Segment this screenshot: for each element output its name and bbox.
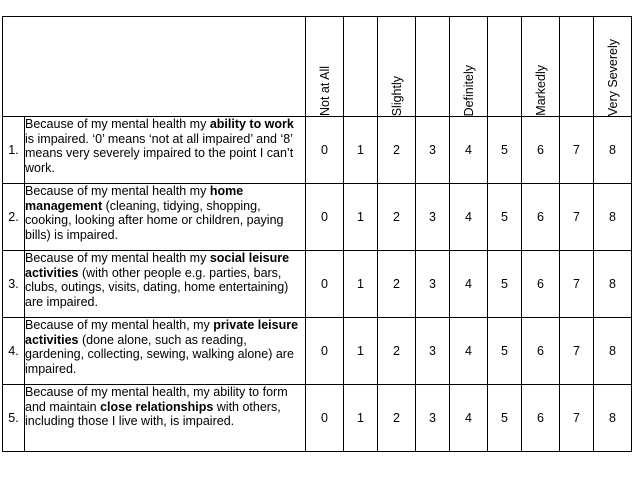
rating-option-0[interactable]: 0 [306, 184, 344, 251]
rating-option-8[interactable]: 8 [594, 184, 632, 251]
header-blank-cell [3, 17, 306, 117]
rating-option-5[interactable]: 5 [488, 318, 522, 385]
rating-option-8[interactable]: 8 [594, 385, 632, 452]
question-row [3, 251, 632, 318]
question-text-lead: Because of my mental health, my [25, 318, 214, 332]
rating-option-5[interactable]: 5 [488, 251, 522, 318]
question-text-tail: (with other people e.g. parties, bars, clubs, outings, visits, dating, home entertaining) are impaired. [25, 265, 289, 309]
rating-option-8[interactable]: 8 [594, 318, 632, 385]
question-number: 4. [3, 318, 25, 385]
header-row [3, 17, 632, 117]
question-text [25, 184, 306, 251]
rating-option-7[interactable]: 7 [560, 184, 594, 251]
question-text-emphasis: private leisure activities [25, 318, 299, 347]
question-text-emphasis: ability to work [209, 117, 294, 131]
question-text [25, 385, 306, 452]
question-text-lead: Because of my mental health my [25, 117, 210, 131]
rating-option-4[interactable]: 4 [450, 117, 488, 184]
column-header [306, 17, 344, 117]
column-label: Very Severely [605, 38, 620, 116]
rating-option-7[interactable]: 7 [560, 117, 594, 184]
rating-option-7[interactable]: 7 [560, 385, 594, 452]
rating-option-4[interactable]: 4 [450, 318, 488, 385]
question-text-tail: (cleaning, tidying, shopping, cooking, looking after home or children, paying bills) is impaired. [25, 198, 284, 242]
rating-option-0[interactable]: 0 [306, 385, 344, 452]
rating-option-1[interactable]: 1 [344, 184, 378, 251]
rating-option-4[interactable]: 4 [450, 385, 488, 452]
rating-option-6[interactable]: 6 [522, 184, 560, 251]
column-label: Markedly [533, 65, 548, 116]
rating-option-0[interactable]: 0 [306, 318, 344, 385]
rating-option-7[interactable]: 7 [560, 251, 594, 318]
column-header [522, 17, 560, 117]
rating-option-8[interactable]: 8 [594, 251, 632, 318]
question-text-tail: (done alone, such as reading, gardening, collecting, sewing, walking alone) are impaired. [25, 332, 294, 376]
column-header [378, 17, 416, 117]
column-label: Definitely [461, 64, 476, 116]
rating-option-5[interactable]: 5 [488, 184, 522, 251]
question-text-lead: Because of my mental health my [25, 251, 210, 265]
question-number: 3. [3, 251, 25, 318]
question-number: 5. [3, 385, 25, 452]
column-label: Slightly [389, 75, 404, 116]
rating-option-2[interactable]: 2 [378, 385, 416, 452]
rating-option-0[interactable]: 0 [306, 117, 344, 184]
rating-option-8[interactable]: 8 [594, 117, 632, 184]
question-text-tail: is impaired. ‘0’ means ‘not at all impaired’ and ‘8’ means very severely impaired to the point I can’t work. [25, 131, 294, 175]
question-text-lead: Because of my mental health, my ability to form and maintain [25, 385, 288, 414]
rating-option-0[interactable]: 0 [306, 251, 344, 318]
rating-option-2[interactable]: 2 [378, 251, 416, 318]
question-text-emphasis: close relationships [100, 399, 214, 414]
rating-option-3[interactable]: 3 [416, 318, 450, 385]
rating-option-4[interactable]: 4 [450, 184, 488, 251]
question-text [25, 117, 306, 184]
question-number: 2. [3, 184, 25, 251]
rating-option-1[interactable]: 1 [344, 251, 378, 318]
impairment-rating-table [2, 16, 632, 452]
rating-option-2[interactable]: 2 [378, 117, 416, 184]
question-row [3, 385, 632, 452]
rating-option-2[interactable]: 2 [378, 318, 416, 385]
rating-option-3[interactable]: 3 [416, 251, 450, 318]
question-number: 1. [3, 117, 25, 184]
question-row [3, 117, 632, 184]
rating-option-6[interactable]: 6 [522, 385, 560, 452]
rating-option-2[interactable]: 2 [378, 184, 416, 251]
column-header [488, 17, 522, 117]
rating-option-5[interactable]: 5 [488, 385, 522, 452]
column-header [594, 17, 632, 117]
rating-option-7[interactable]: 7 [560, 318, 594, 385]
question-text-lead: Because of my mental health my [25, 184, 210, 198]
rating-option-6[interactable]: 6 [522, 251, 560, 318]
rating-option-6[interactable]: 6 [522, 117, 560, 184]
rating-option-3[interactable]: 3 [416, 385, 450, 452]
column-header [416, 17, 450, 117]
rating-option-1[interactable]: 1 [344, 318, 378, 385]
column-header [344, 17, 378, 117]
question-text [25, 251, 306, 318]
rating-option-4[interactable]: 4 [450, 251, 488, 318]
question-text [25, 318, 306, 385]
question-text-emphasis: social leisure activities [25, 251, 290, 280]
rating-option-3[interactable]: 3 [416, 184, 450, 251]
question-row [3, 184, 632, 251]
rating-option-1[interactable]: 1 [344, 117, 378, 184]
column-header [450, 17, 488, 117]
column-header [560, 17, 594, 117]
question-row [3, 318, 632, 385]
rating-option-3[interactable]: 3 [416, 117, 450, 184]
question-text-tail: with others, including those I live with, is impaired. [25, 399, 281, 428]
rating-option-6[interactable]: 6 [522, 318, 560, 385]
rating-option-5[interactable]: 5 [488, 117, 522, 184]
rating-option-1[interactable]: 1 [344, 385, 378, 452]
column-label: Not at All [317, 65, 332, 116]
question-text-emphasis: home management [25, 184, 244, 213]
